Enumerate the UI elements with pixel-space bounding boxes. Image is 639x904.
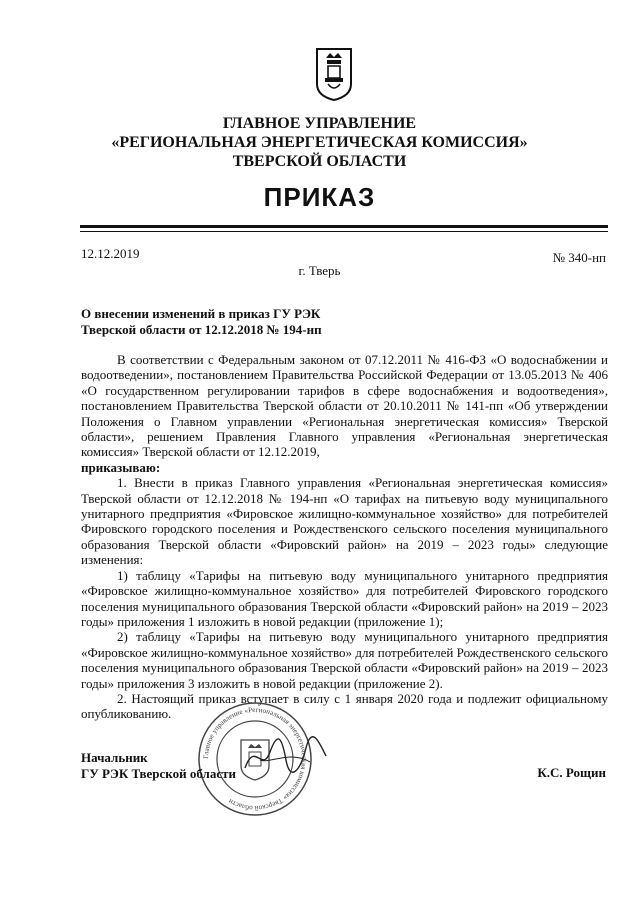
document-city: г. Тверь <box>298 263 341 278</box>
item-1-1-paragraph: 1) таблицу «Тарифы на питьевую воду муниципального унитарного предприятия «Фировское жилищно-коммунальное хозяйство» для потребителей Фировского городского поселения муниципального образования Тверской области «Фировский район» на 2019 – 2023 годы» приложения 1 изложить в новой редакции (приложение 1); <box>81 567 608 629</box>
preamble-paragraph: В соответствии с Федеральным законом от 07.12.2011 № 416-ФЗ «О водоснабжении и водоотведении», постановлением Правительства Российской Федерации от 13.05.2013 № 406 «О государственном регулировании тарифов в сфере водоснабжения и водоотведения», постановлением Правительства Тверской области от 20.10.2011 № 141-пп «Об утверждении Положения о Главном управлении «Региональная энергетическая комиссия» Тверской области», решением Правления Главного управления «Региональная энергетическая комиссия» Тверской области от 12.12.2019, <box>81 352 608 460</box>
document-date: 12.12.2019 <box>81 246 140 261</box>
item-1-paragraph: 1. Внести в приказ Главного управления «Региональная энергетическая комиссия» Тверской области от 12.12.2018 № 194-нп «О тарифах на питьевую воду муниципального унитарного предприятия «Фировское жилищно-коммунальное хозяйство» для потребителей Фировского городского поселения и Рождественского сельского поселения муниципального образования Тверской области «Фировский район» на 2019 – 2023 годы» следующие изменения: <box>81 475 608 568</box>
handwritten-signature-icon <box>240 730 330 780</box>
signatory-name: К.С. Рощин <box>537 765 606 780</box>
order-word: приказываю: <box>81 459 161 475</box>
document-subject <box>81 306 322 338</box>
seal-text: Главное управление «Региональная энергетическая комиссия» Тверской области <box>201 705 309 813</box>
header-divider-thick <box>80 225 608 228</box>
org-line-1: ГЛАВНОЕ УПРАВЛЕНИЕ <box>222 115 417 132</box>
organization-name <box>0 114 639 171</box>
document-body <box>81 352 608 722</box>
org-line-2: «РЕГИОНАЛЬНАЯ ЭНЕРГЕТИЧЕСКАЯ КОМИССИЯ» <box>111 134 528 151</box>
signatory-position <box>81 750 236 782</box>
coat-of-arms-icon <box>314 46 354 102</box>
document-type: ПРИКАЗ <box>263 182 376 212</box>
item-2-paragraph: 2. Настоящий приказ вступает в силу с 1 января 2020 года и подлежит официальному опубликованию. <box>81 690 608 722</box>
position-line-2: ГУ РЭК Тверской области <box>81 766 236 781</box>
item-1-2-paragraph: 2) таблицу «Тарифы на питьевую воду муниципального унитарного предприятия «Фировское жилищно-коммунальное хозяйство» для потребителей Рождественского сельского поселения муниципального образования Тверской области «Фировский район» на 2019 – 2023 годы» приложения 3 изложить в новой редакции (приложение 2). <box>81 629 608 691</box>
document-number: № 340-нп <box>552 250 606 265</box>
org-line-3: ТВЕРСКОЙ ОБЛАСТИ <box>232 153 407 170</box>
header-divider-thin <box>80 231 608 232</box>
position-line-1: Начальник <box>81 750 148 765</box>
subject-line-1: О внесении изменений в приказ ГУ РЭК <box>81 306 321 321</box>
subject-line-2: Тверской области от 12.12.2018 № 194-нп <box>81 322 322 337</box>
